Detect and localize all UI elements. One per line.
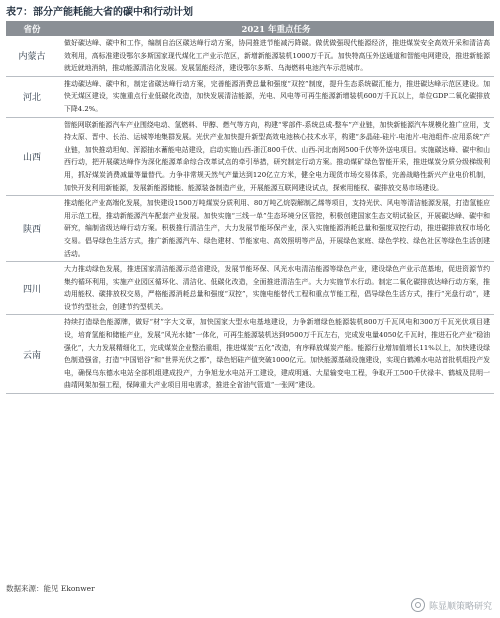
table-header-row	[6, 21, 494, 36]
header-task: 2021 年重点任务	[58, 21, 494, 36]
watermark-text: 陈显顺策略研究	[428, 601, 492, 612]
table-row	[6, 196, 494, 262]
table-row	[6, 315, 494, 394]
table-row	[6, 262, 494, 315]
table-row	[6, 117, 494, 196]
task-cell: 大力推动绿色发展，推进国家清洁能源示范省建设，发展节能环保、风光水电清洁能源等绿色产业，建设绿色产业示范基地，促进资源节约集约循环利用，实施产业园区循环化、清洁化、低碳化改造，全面推进清洁生产。大力实施节水行动。制定二氧化碳排放达峰行动方案，推动用能权、碳排放权交易，严格能源消耗总量和强度“双控”，实施电能替代工程和重点节能工程，倡导绿色生活方式，推行“光盘行动”，建设节约型社会，创建节约型机关。	[58, 262, 494, 315]
watermark	[411, 598, 492, 612]
task-cell: 智能网联新能源汽车产业围绕电动、氢燃料、甲醇、燃气等方向，构建“零部件-系统总成-整车”产业链，加快新能源汽车规模化推广应用，支持太原、晋中、长治、运城等地集群发展。光伏产业加快提升新型高效电池核心技术水平，构建“多晶硅-硅片-电池片-电池组件-应用系统”产业链，加快推动坦甸、浑源抽水蓄能电站建设，启动实施山西-浙江800千伏、山西-河北南网500千伏等外送电项目。实施碳达峰、碳中和山西行动，把开展碳达峰作为深化能源革命综合改革试点的牵引举措，研究制定行动方案。推动煤矿绿色智能开采，推进煤炭分质分级梯级利用，抓好煤炭消费减量等量替代。力争非常规天然气产量达到120亿立方米，健全电力现货市场交易体系，完善战略性新兴产业电价机制，加快开发利用新能源，发展新能源储能、能源装备制造产业，开展能源互联网建设试点，探索用能权、碳排放交易市场建设。	[58, 117, 494, 196]
table-title: 表7：部分产能耗能大省的碳中和行动计划	[6, 7, 193, 18]
task-cell: 持续打造绿色能源牌，做好“材”字大文章，加快国家大型水电基地建设，力争新增绿色能源装机800万千瓦风电和300万千瓦光伏项目建设，培育氢能和储能产业，发展“风光水储”一体化，可再生能源装机达到9500万千瓦左右，完成发电量4050亿千瓦时，推进石化产业“稳油强化”，大力发展精细化工，完成煤炭企业整治重组，推进煤炭“五化”改造，有序释放煤炭产能。能源行业增加值增长11%以上，加快建设绿色制造强省，打造“中国铝谷”和“世界光伏之都”，绿色铝硅产值突破1000亿元。加快能源基础设施建设，实现白鹤滩水电站首批机组投产发电，确保乌东德水电站全部机组建成投产，力争旭龙水电站开工建设，建成明通、大星输变电工程，争取开工500千伏禄丰、鹤城及昆明一曲靖网架加强工程，保障重大产业项目用电需求，推进全省油气管道“一张网”建设。	[58, 315, 494, 394]
province-cell: 山西	[6, 117, 58, 196]
task-cell: 推动碳达峰、碳中和，制定省碳达峰行动方案，完善能源消费总量和强度“双控”制度，提升生态系统碳汇能力，推进碳达峰示范区建设。加快无煤区建设，实施重点行业低碳化改造，加快发展清洁能源，光电、风电等可再生能源新增装机600万千瓦以上，单位GDP二氧化碳排放下降4.2%。	[58, 76, 494, 117]
carbon-plan-table	[6, 21, 494, 394]
task-cell: 做好碳达峰、碳中和工作，编制自治区碳达峰行动方案，协同推进节能减污降碳。做优做强现代能源经济，推进煤炭安全高效开采和清洁高效利用，高标准建设鄂尔多斯国家现代煤化工产业示范区，新增新能源装机1000万千瓦。加快特高压外送通道和智能电网建设，推进新能源就近就地消纳，推动能源清洁化发展。发展氢能经济，建设鄂尔多斯、乌海燃料电池汽车示范城市。	[58, 36, 494, 76]
data-source-note: 数据来源：能见 Ekonwer	[6, 584, 95, 593]
province-cell: 内蒙古	[6, 36, 58, 76]
table-row	[6, 36, 494, 76]
province-cell: 云南	[6, 315, 58, 394]
province-cell: 河北	[6, 76, 58, 117]
province-cell: 四川	[6, 262, 58, 315]
header-province: 省份	[6, 21, 58, 36]
province-cell: 陕西	[6, 196, 58, 262]
table-row	[6, 76, 494, 117]
task-cell: 推动能化产业高端化发展，加快建设1500万吨煤炭分质利用、80万吨乙烷裂解制乙烯等项目，支持光伏、风电等清洁能源发展，打造氢能应用示范工程，推动新能源汽车配套产业发展。加快实施“三线一单”生态环境分区管控，积极创建国家生态文明试验区，开展碳达峰、碳中和研究，编制省级达峰行动方案。积极推行清洁生产，大力发展节能环保产业，深入实施能源消耗总量和强度双控行动，推进碳排放权市场化交易。倡导绿色生活方式，推广新能源汽车、绿色建材、节能家电、高效照明等产品，开展绿色家庭、绿色学校、绿色社区等绿色生活创建活动。	[58, 196, 494, 262]
wechat-circle-icon	[411, 598, 425, 612]
